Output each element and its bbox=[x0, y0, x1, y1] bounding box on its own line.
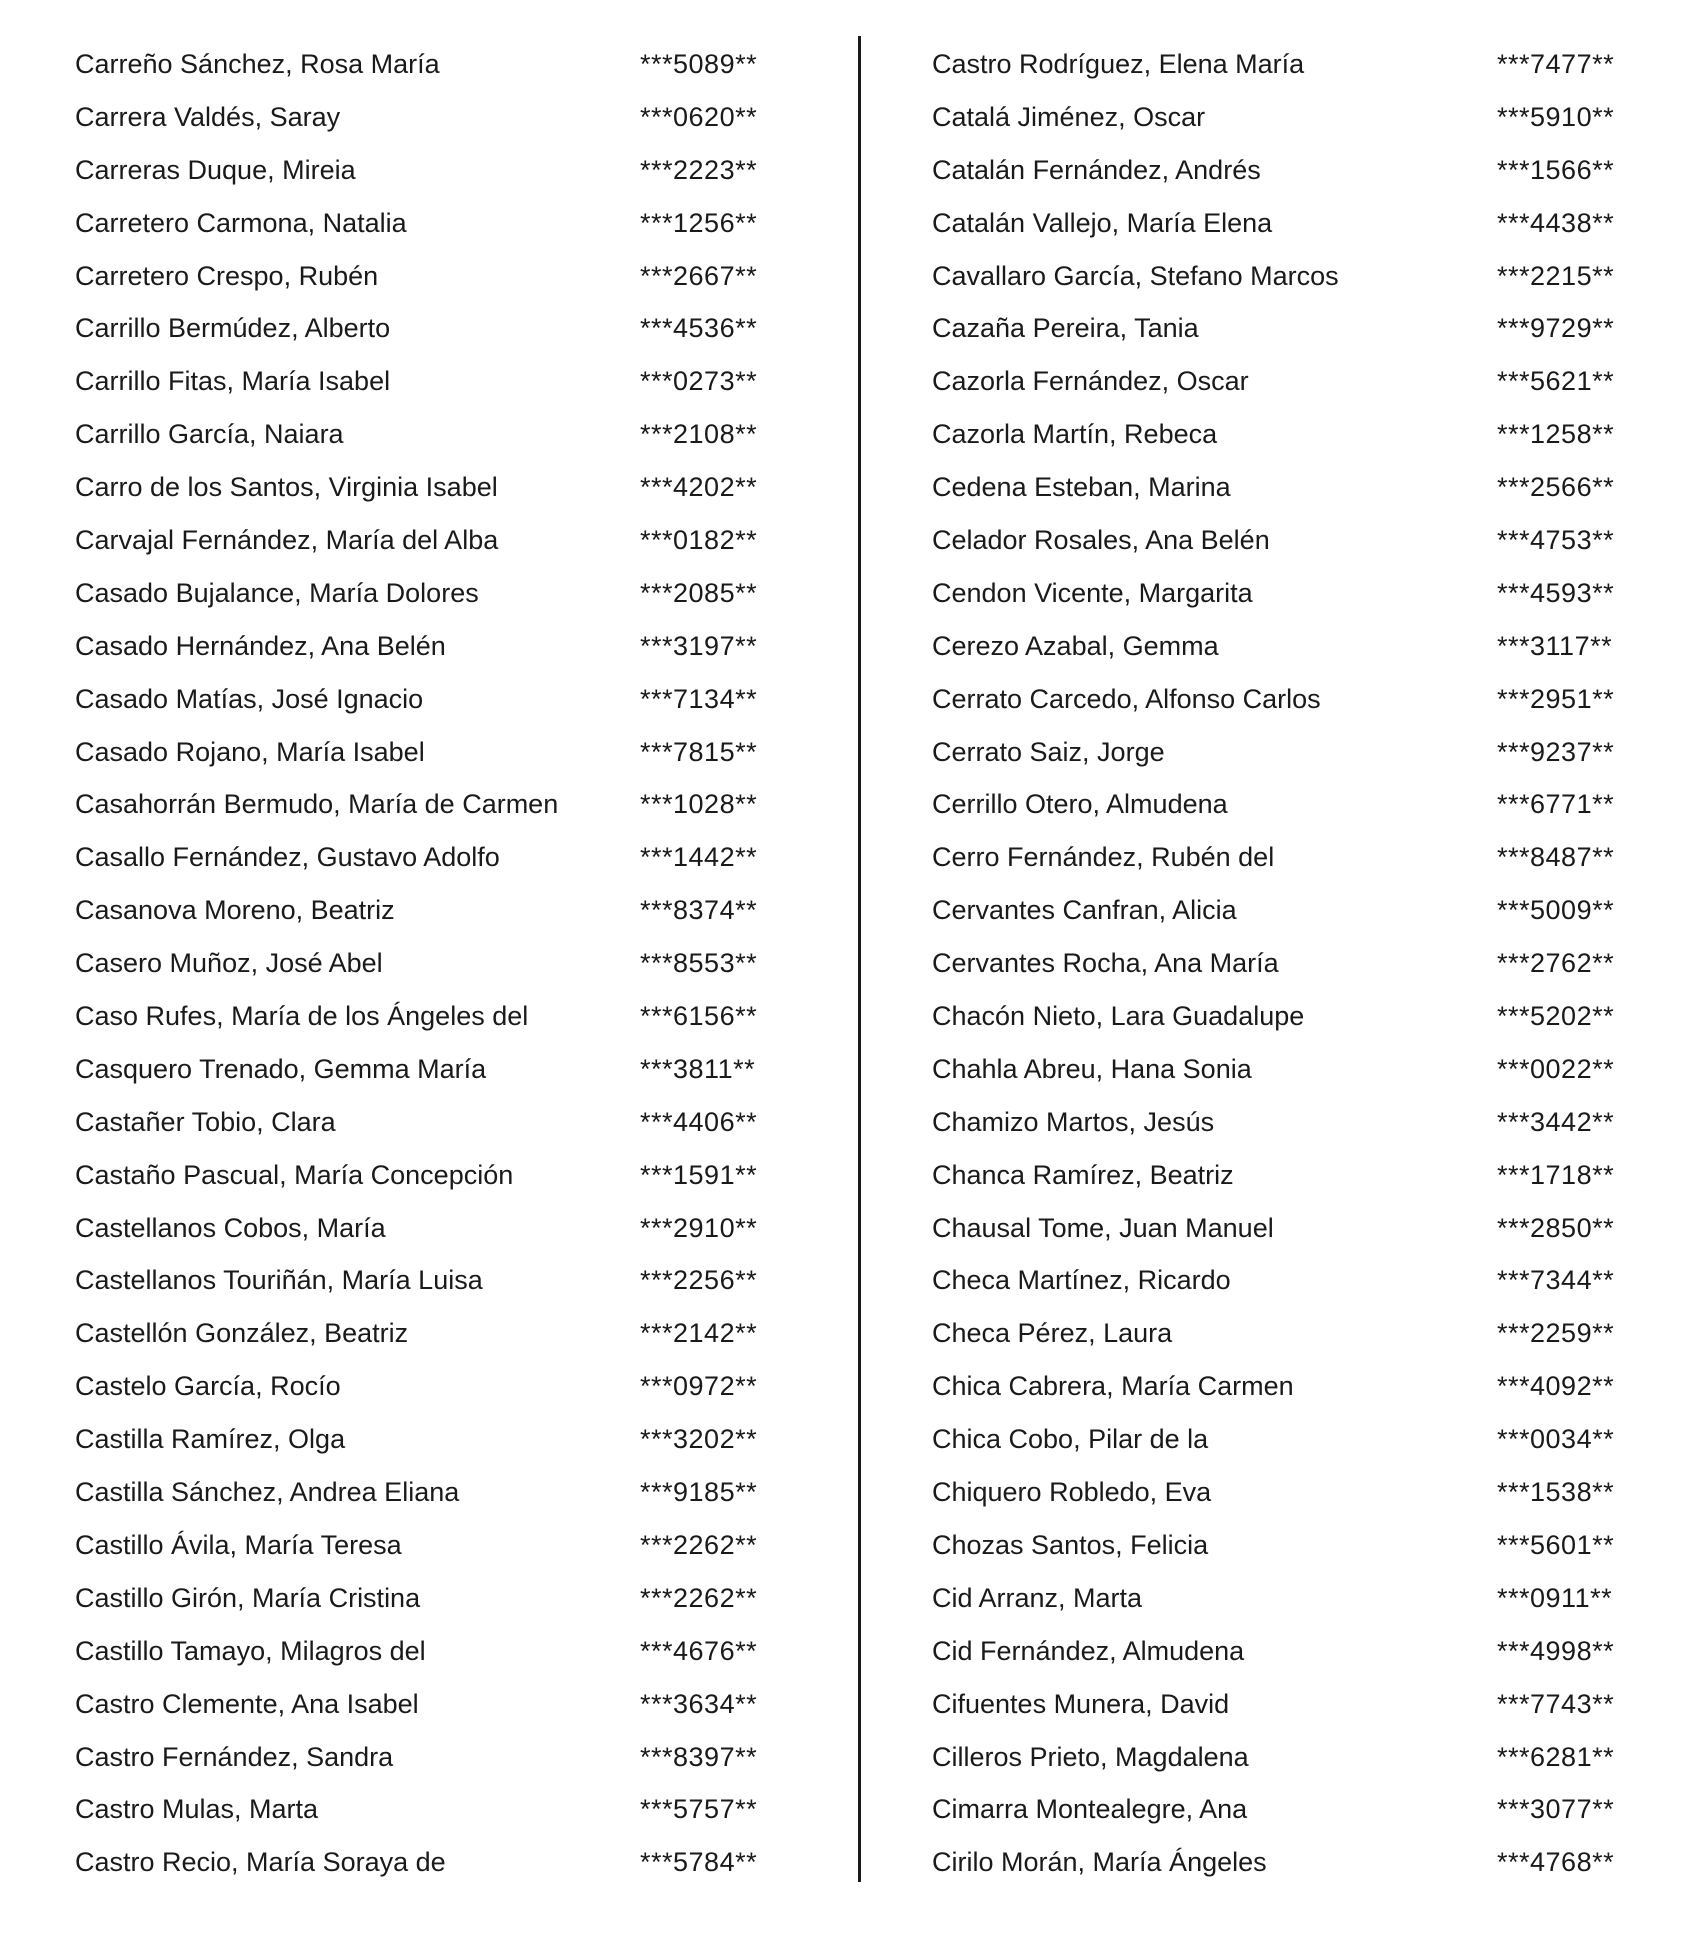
person-name: Casquero Trenado, Gemma María bbox=[75, 1053, 487, 1084]
person-name: Catalá Jiménez, Oscar bbox=[932, 101, 1206, 132]
list-item bbox=[932, 1360, 1700, 1413]
masked-id: ***1566** bbox=[1497, 154, 1615, 185]
person-name: Carrillo Fitas, María Isabel bbox=[75, 366, 391, 397]
person-name: Chacón Nieto, Lara Guadalupe bbox=[932, 1001, 1305, 1032]
masked-id: ***4202** bbox=[640, 472, 758, 503]
list-item bbox=[75, 1307, 855, 1360]
person-name: Casado Bujalance, María Dolores bbox=[75, 577, 479, 608]
masked-id: ***4753** bbox=[1497, 525, 1615, 556]
masked-id: ***1718** bbox=[1497, 1159, 1615, 1190]
person-name: Castelo García, Rocío bbox=[75, 1371, 341, 1402]
list-item bbox=[75, 1360, 855, 1413]
person-name: Castro Clemente, Ana Isabel bbox=[75, 1688, 419, 1719]
masked-id: ***3634** bbox=[640, 1688, 758, 1719]
column-divider bbox=[858, 36, 861, 1882]
person-name: Cazorla Fernández, Oscar bbox=[932, 366, 1249, 397]
list-item bbox=[75, 1202, 855, 1255]
list-item bbox=[932, 1731, 1700, 1784]
masked-id: ***2259** bbox=[1497, 1318, 1615, 1349]
list-item bbox=[75, 1678, 855, 1731]
list-item bbox=[75, 1254, 855, 1307]
person-name: Castellón González, Beatriz bbox=[75, 1318, 409, 1349]
person-name: Cifuentes Munera, David bbox=[932, 1688, 1230, 1719]
masked-id: ***0911** bbox=[1497, 1582, 1613, 1613]
list-item bbox=[75, 461, 855, 514]
person-name: Chica Cabrera, María Carmen bbox=[932, 1371, 1294, 1402]
person-name: Catalán Vallejo, María Elena bbox=[932, 207, 1273, 238]
masked-id: ***2142** bbox=[640, 1318, 758, 1349]
list-item bbox=[75, 302, 855, 355]
list-item bbox=[75, 1466, 855, 1519]
person-name: Castañer Tobio, Clara bbox=[75, 1106, 336, 1137]
person-name: Carretero Crespo, Rubén bbox=[75, 260, 379, 291]
person-name: Castilla Ramírez, Olga bbox=[75, 1424, 346, 1455]
masked-id: ***6281** bbox=[1497, 1741, 1615, 1772]
masked-id: ***5089** bbox=[640, 49, 758, 79]
list-item bbox=[932, 1254, 1700, 1307]
person-name: Castellanos Touriñán, María Luisa bbox=[75, 1265, 483, 1296]
masked-id: ***3117** bbox=[1497, 630, 1613, 661]
masked-id: ***2085** bbox=[640, 577, 758, 608]
list-item bbox=[932, 567, 1700, 620]
list-item bbox=[932, 1625, 1700, 1678]
person-name: Cazorla Martín, Rebeca bbox=[932, 419, 1218, 450]
list-item bbox=[75, 726, 855, 779]
person-name: Castellanos Cobos, María bbox=[75, 1212, 386, 1243]
list-item bbox=[75, 1731, 855, 1784]
list-item bbox=[932, 726, 1700, 779]
list-item bbox=[75, 38, 855, 91]
list-item bbox=[75, 1625, 855, 1678]
person-name: Cid Fernández, Almudena bbox=[932, 1635, 1245, 1666]
list-item bbox=[932, 831, 1700, 884]
list-item bbox=[932, 1678, 1700, 1731]
person-name: Chanca Ramírez, Beatriz bbox=[932, 1159, 1234, 1190]
masked-id: ***0273** bbox=[640, 366, 758, 397]
masked-id: ***2951** bbox=[1497, 683, 1615, 714]
masked-id: ***8487** bbox=[1497, 842, 1615, 873]
masked-id: ***2223** bbox=[640, 154, 758, 185]
person-name: Carvajal Fernández, María del Alba bbox=[75, 525, 499, 556]
list-item bbox=[75, 408, 855, 461]
person-name: Carreras Duque, Mireia bbox=[75, 154, 356, 185]
list-item bbox=[75, 144, 855, 197]
person-name: Celador Rosales, Ana Belén bbox=[932, 525, 1270, 556]
masked-id: ***2108** bbox=[640, 419, 758, 450]
masked-id: ***1591** bbox=[640, 1159, 758, 1190]
person-name: Castro Fernández, Sandra bbox=[75, 1741, 394, 1772]
person-name: Catalán Fernández, Andrés bbox=[932, 154, 1261, 185]
person-name: Carrillo Bermúdez, Alberto bbox=[75, 313, 391, 344]
list-item bbox=[932, 1149, 1700, 1202]
list-item bbox=[932, 38, 1700, 91]
masked-id: ***0620** bbox=[640, 101, 758, 132]
masked-id: ***4593** bbox=[1497, 577, 1615, 608]
right-name-list bbox=[932, 38, 1700, 1889]
list-item bbox=[932, 250, 1700, 303]
person-name: Castillo Tamayo, Milagros del bbox=[75, 1635, 426, 1666]
masked-id: ***2667** bbox=[640, 260, 758, 291]
person-name: Cid Arranz, Marta bbox=[932, 1582, 1143, 1613]
list-item bbox=[932, 778, 1700, 831]
list-item bbox=[932, 673, 1700, 726]
person-name: Chamizo Martos, Jesús bbox=[932, 1106, 1215, 1137]
list-item bbox=[75, 355, 855, 408]
person-name: Checa Pérez, Laura bbox=[932, 1318, 1173, 1349]
list-item bbox=[75, 1149, 855, 1202]
masked-id: ***5202** bbox=[1497, 1001, 1615, 1032]
person-name: Castro Mulas, Marta bbox=[75, 1794, 319, 1825]
list-item bbox=[932, 302, 1700, 355]
masked-id: ***2262** bbox=[640, 1529, 758, 1560]
person-name: Cerezo Azabal, Gemma bbox=[932, 630, 1219, 661]
masked-id: ***7477** bbox=[1497, 49, 1615, 79]
person-name: Chica Cobo, Pilar de la bbox=[932, 1424, 1209, 1455]
list-item bbox=[932, 91, 1700, 144]
list-item bbox=[75, 831, 855, 884]
list-item bbox=[932, 1783, 1700, 1836]
list-item bbox=[75, 1413, 855, 1466]
masked-id: ***4536** bbox=[640, 313, 758, 344]
person-name: Cirilo Morán, María Ángeles bbox=[932, 1847, 1267, 1878]
list-item bbox=[932, 1572, 1700, 1625]
masked-id: ***2762** bbox=[1497, 948, 1615, 979]
list-item bbox=[932, 990, 1700, 1043]
list-item bbox=[75, 937, 855, 990]
list-item bbox=[75, 1043, 855, 1096]
masked-id: ***5757** bbox=[640, 1794, 758, 1825]
list-item bbox=[932, 884, 1700, 937]
masked-id: ***4438** bbox=[1497, 207, 1615, 238]
person-name: Chozas Santos, Felicia bbox=[932, 1529, 1209, 1560]
person-name: Cendon Vicente, Margarita bbox=[932, 577, 1253, 608]
person-name: Cazaña Pereira, Tania bbox=[932, 313, 1199, 344]
person-name: Checa Martínez, Ricardo bbox=[932, 1265, 1231, 1296]
masked-id: ***2910** bbox=[640, 1212, 758, 1243]
person-name: Castro Rodríguez, Elena María bbox=[932, 49, 1305, 79]
person-name: Castro Recio, María Soraya de bbox=[75, 1847, 446, 1878]
list-item bbox=[932, 1202, 1700, 1255]
person-name: Carretero Carmona, Natalia bbox=[75, 207, 407, 238]
masked-id: ***3442** bbox=[1497, 1106, 1615, 1137]
person-name: Casanova Moreno, Beatriz bbox=[75, 895, 395, 926]
masked-id: ***4998** bbox=[1497, 1635, 1615, 1666]
list-item bbox=[932, 514, 1700, 567]
masked-id: ***3811** bbox=[640, 1053, 756, 1084]
masked-id: ***2850** bbox=[1497, 1212, 1615, 1243]
masked-id: ***4092** bbox=[1497, 1371, 1615, 1402]
masked-id: ***7743** bbox=[1497, 1688, 1615, 1719]
person-name: Castaño Pascual, María Concepción bbox=[75, 1159, 514, 1190]
list-item bbox=[75, 673, 855, 726]
person-name: Casado Matías, José Ignacio bbox=[75, 683, 424, 714]
masked-id: ***2256** bbox=[640, 1265, 758, 1296]
person-name: Casado Rojano, María Isabel bbox=[75, 736, 425, 767]
person-name: Cerrillo Otero, Almudena bbox=[932, 789, 1228, 820]
masked-id: ***4676** bbox=[640, 1635, 758, 1666]
person-name: Cilleros Prieto, Magdalena bbox=[932, 1741, 1249, 1772]
masked-id: ***0182** bbox=[640, 525, 758, 556]
list-item bbox=[932, 408, 1700, 461]
list-item bbox=[75, 91, 855, 144]
list-item bbox=[75, 1096, 855, 1149]
list-item bbox=[75, 1519, 855, 1572]
masked-id: ***4406** bbox=[640, 1106, 758, 1137]
person-name: Cerrato Carcedo, Alfonso Carlos bbox=[932, 683, 1321, 714]
masked-id: ***2566** bbox=[1497, 472, 1615, 503]
list-item bbox=[932, 1043, 1700, 1096]
list-item bbox=[75, 250, 855, 303]
list-item bbox=[75, 884, 855, 937]
masked-id: ***5621** bbox=[1497, 366, 1615, 397]
masked-id: ***7815** bbox=[640, 736, 758, 767]
list-item bbox=[75, 1836, 855, 1889]
person-name: Castillo Girón, María Cristina bbox=[75, 1582, 421, 1613]
masked-id: ***5009** bbox=[1497, 895, 1615, 926]
left-name-list bbox=[75, 38, 855, 1889]
list-item bbox=[75, 1783, 855, 1836]
person-name: Chahla Abreu, Hana Sonia bbox=[932, 1053, 1252, 1084]
list-item bbox=[932, 144, 1700, 197]
list-item bbox=[75, 620, 855, 673]
masked-id: ***7134** bbox=[640, 683, 758, 714]
list-item bbox=[932, 461, 1700, 514]
person-name: Casado Hernández, Ana Belén bbox=[75, 630, 446, 661]
person-name: Carrera Valdés, Saray bbox=[75, 101, 341, 132]
list-item bbox=[75, 1572, 855, 1625]
person-name: Chausal Tome, Juan Manuel bbox=[932, 1212, 1274, 1243]
person-name: Carro de los Santos, Virginia Isabel bbox=[75, 472, 498, 503]
person-name: Cimarra Montealegre, Ana bbox=[932, 1794, 1248, 1825]
list-item bbox=[75, 567, 855, 620]
masked-id: ***1442** bbox=[640, 842, 758, 873]
person-name: Casero Muñoz, José Abel bbox=[75, 948, 383, 979]
masked-id: ***6156** bbox=[640, 1001, 758, 1032]
person-name: Casallo Fernández, Gustavo Adolfo bbox=[75, 842, 500, 873]
masked-id: ***1258** bbox=[1497, 419, 1615, 450]
list-item bbox=[932, 1307, 1700, 1360]
masked-id: ***1028** bbox=[640, 789, 758, 820]
list-item bbox=[932, 1413, 1700, 1466]
list-item bbox=[75, 990, 855, 1043]
list-item bbox=[75, 197, 855, 250]
masked-id: ***8374** bbox=[640, 895, 758, 926]
masked-id: ***0972** bbox=[640, 1371, 758, 1402]
list-item bbox=[932, 355, 1700, 408]
masked-id: ***4768** bbox=[1497, 1847, 1615, 1878]
list-item bbox=[932, 1519, 1700, 1572]
person-name: Cerro Fernández, Rubén del bbox=[932, 842, 1275, 873]
list-item bbox=[932, 937, 1700, 990]
person-name: Cedena Esteban, Marina bbox=[932, 472, 1231, 503]
list-item bbox=[75, 514, 855, 567]
list-item bbox=[932, 197, 1700, 250]
person-name: Chiquero Robledo, Eva bbox=[932, 1477, 1212, 1508]
person-name: Castilla Sánchez, Andrea Eliana bbox=[75, 1477, 460, 1508]
masked-id: ***5784** bbox=[640, 1847, 758, 1878]
masked-id: ***5601** bbox=[1497, 1529, 1615, 1560]
masked-id: ***3202** bbox=[640, 1424, 758, 1455]
list-item bbox=[932, 1836, 1700, 1889]
list-item bbox=[75, 778, 855, 831]
masked-id: ***1538** bbox=[1497, 1477, 1615, 1508]
person-name: Cervantes Canfran, Alicia bbox=[932, 895, 1237, 926]
masked-id: ***9185** bbox=[640, 1477, 758, 1508]
masked-id: ***0034** bbox=[1497, 1424, 1615, 1455]
person-name: Cervantes Rocha, Ana María bbox=[932, 948, 1279, 979]
masked-id: ***1256** bbox=[640, 207, 758, 238]
list-item bbox=[932, 620, 1700, 673]
masked-id: ***0022** bbox=[1497, 1053, 1615, 1084]
masked-id: ***8397** bbox=[640, 1741, 758, 1772]
masked-id: ***5910** bbox=[1497, 101, 1615, 132]
masked-id: ***9237** bbox=[1497, 736, 1615, 767]
masked-id: ***3197** bbox=[640, 630, 758, 661]
person-name: Castillo Ávila, María Teresa bbox=[75, 1529, 402, 1560]
person-name: Casahorrán Bermudo, María de Carmen bbox=[75, 789, 559, 820]
masked-id: ***2215** bbox=[1497, 260, 1615, 291]
list-item bbox=[932, 1466, 1700, 1519]
person-name: Cavallaro García, Stefano Marcos bbox=[932, 260, 1339, 291]
list-item bbox=[932, 1096, 1700, 1149]
person-name: Carreño Sánchez, Rosa María bbox=[75, 49, 440, 79]
masked-id: ***6771** bbox=[1497, 789, 1615, 820]
masked-id: ***9729** bbox=[1497, 313, 1615, 344]
masked-id: ***7344** bbox=[1497, 1265, 1615, 1296]
masked-id: ***2262** bbox=[640, 1582, 758, 1613]
masked-id: ***3077** bbox=[1497, 1794, 1615, 1825]
masked-id: ***8553** bbox=[640, 948, 758, 979]
person-name: Cerrato Saiz, Jorge bbox=[932, 736, 1165, 767]
person-name: Carrillo García, Naiara bbox=[75, 419, 344, 450]
person-name: Caso Rufes, María de los Ángeles del bbox=[75, 1001, 529, 1032]
